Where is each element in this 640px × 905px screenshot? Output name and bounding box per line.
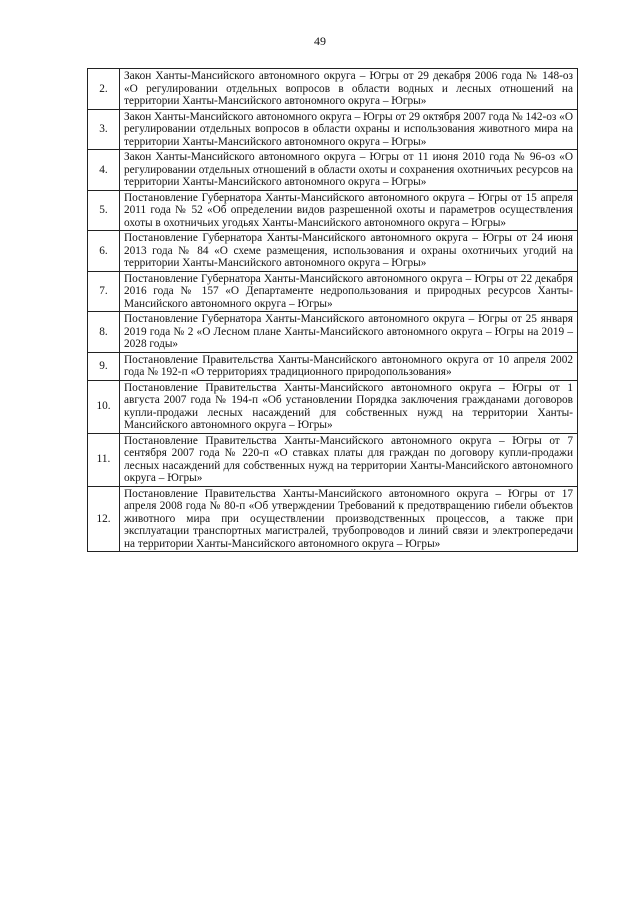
table-row (88, 190, 578, 231)
row-number: 4. (88, 150, 120, 191)
row-number: 10. (88, 380, 120, 433)
table-row (88, 433, 578, 486)
table-row (88, 380, 578, 433)
act-description: Постановление Правительства Ханты-Мансийского автономного округа – Югры от 7 сентября 2007 года № 220-п «О ставках платы для граждан по договору купли-продажи лесных насаждений для собственных нужд на территории Ханты-Мансийского автономного округа – Югры» (120, 433, 578, 486)
table-body (88, 69, 578, 552)
table-row (88, 150, 578, 191)
table-row (88, 231, 578, 272)
row-number: 6. (88, 231, 120, 272)
row-number: 11. (88, 433, 120, 486)
act-description: Закон Ханты-Мансийского автономного округа – Югры от 29 декабря 2006 года № 148-оз «О регулировании отдельных вопросов в области водных и лесных отношений на территории Ханты-Мансийского автономного округа – Югры» (120, 69, 578, 110)
act-description: Постановление Губернатора Ханты-Мансийского автономного округа – Югры от 25 января 2019 года № 2 «О Лесном плане Ханты-Мансийского автономного округа – Югры на 2019 – 2028 годы» (120, 312, 578, 353)
row-number: 8. (88, 312, 120, 353)
act-description: Постановление Губернатора Ханты-Мансийского автономного округа – Югры от 22 декабря 2016 года № 157 «О Департаменте недропользования и природных ресурсов Ханты-Мансийского автономного округа – Югры» (120, 271, 578, 312)
table-row (88, 486, 578, 552)
table-row (88, 312, 578, 353)
act-description: Закон Ханты-Мансийского автономного округа – Югры от 11 июня 2010 года № 96-оз «О регулировании отдельных отношений в области охоты и сохранения охотничьих ресурсов на территории Ханты-Мансийского автономного округа – Югры» (120, 150, 578, 191)
act-description: Постановление Губернатора Ханты-Мансийского автономного округа – Югры от 24 июня 2013 года № 84 «О схеме размещения, использования и охраны охотничьих угодий на территории Ханты-Мансийского автономного округа – Югры» (120, 231, 578, 272)
table-row (88, 69, 578, 110)
act-description: Постановление Правительства Ханты-Мансийского автономного округа от 10 апреля 2002 года № 192-п «О территориях традиционного природопользования» (120, 352, 578, 380)
act-description: Постановление Губернатора Ханты-Мансийского автономного округа – Югры от 15 апреля 2011 года № 52 «Об определении видов разрешенной охоты и параметров осуществления охоты в охотничьих угодьях Ханты-Мансийского автономного округа – Югры» (120, 190, 578, 231)
page-number: 49 (314, 34, 326, 48)
table-row (88, 271, 578, 312)
row-number: 9. (88, 352, 120, 380)
row-number: 7. (88, 271, 120, 312)
act-description: Постановление Правительства Ханты-Мансийского автономного округа – Югры от 1 августа 2007 года № 194-п «Об установлении Порядка заключения гражданами договоров купли-продажи лесных насаждений для собственных нужд на территории Ханты-Мансийского автономного округа – Югры» (120, 380, 578, 433)
row-number: 3. (88, 109, 120, 150)
table-row (88, 352, 578, 380)
act-description: Закон Ханты-Мансийского автономного округа – Югры от 29 октября 2007 года № 142-оз «О регулировании отдельных вопросов в области охраны и использования животного мира на территории Ханты-Мансийского автономного округа – Югры» (120, 109, 578, 150)
act-description: Постановление Правительства Ханты-Мансийского автономного округа – Югры от 17 апреля 2008 года № 80-п «Об утверждении Требований к предотвращению гибели объектов животного мира при осуществлении производственных процессов, а также при эксплуатации транспортных магистралей, трубопроводов и линий связи и электропередачи на территории Ханты-Мансийского автономного округа – Югры» (120, 486, 578, 552)
table-row (88, 109, 578, 150)
legal-acts-table (87, 68, 578, 552)
row-number: 5. (88, 190, 120, 231)
row-number: 12. (88, 486, 120, 552)
row-number: 2. (88, 69, 120, 110)
